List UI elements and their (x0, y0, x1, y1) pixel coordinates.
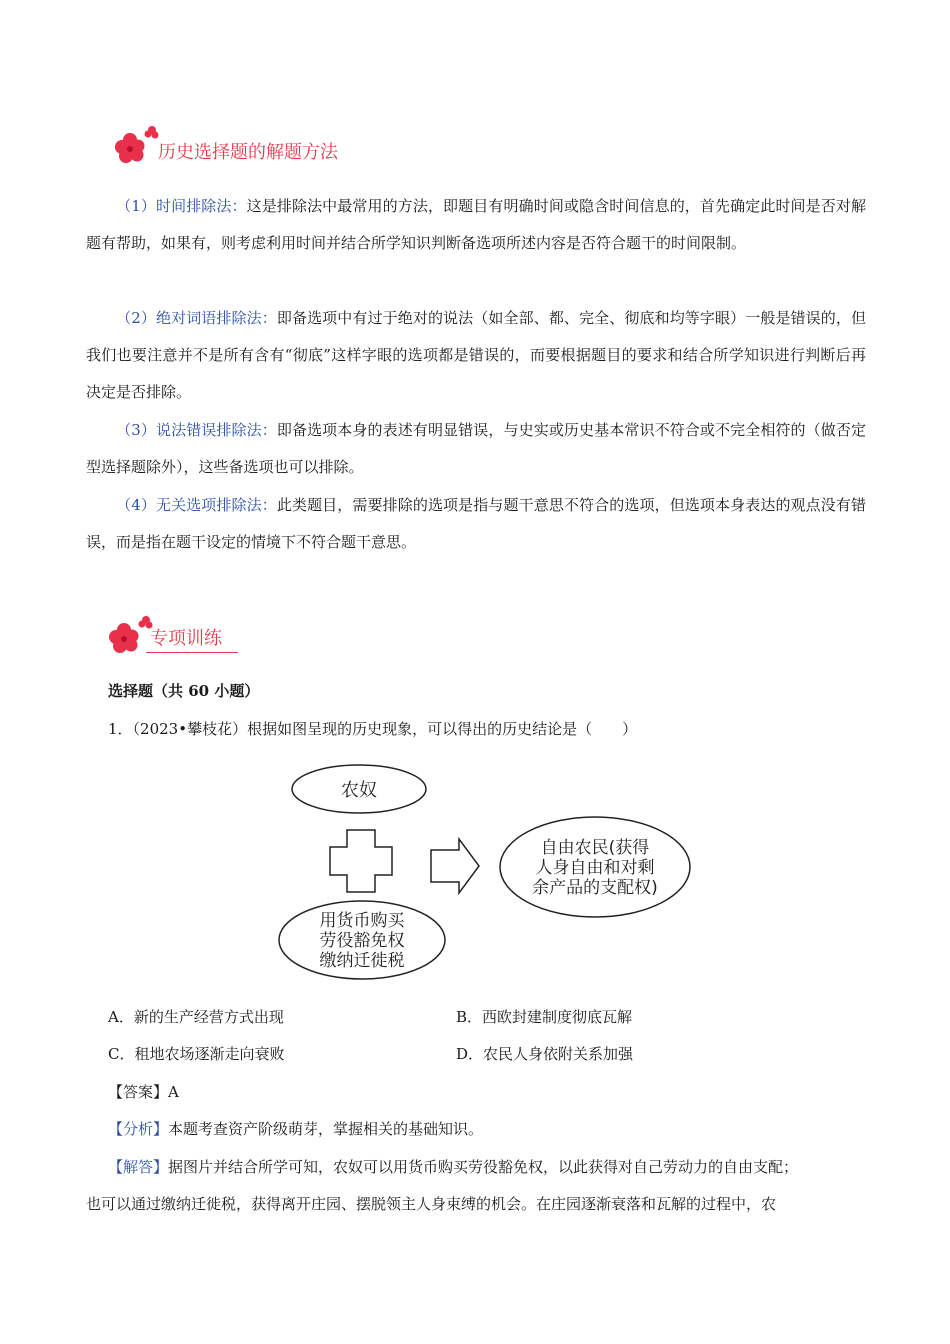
answer-value: A (168, 1083, 179, 1101)
option-d[interactable]: D．农民人身依附关系加强 (456, 1045, 634, 1063)
method-4-label: （4）无关选项排除法： (116, 496, 277, 514)
diagram-arrow-icon (431, 839, 479, 893)
diagram-result-label-3: 余产品的支配权) (532, 878, 658, 898)
method-1-text: 这是排除法中最常用的方法，即题目有明确时间或隐含时间信息的，首先确定此时间是否对解题有帮助，如果有，则考虑利用时间并结合所学知识判断备选项所述内容是否符合题干的时间限制。 (86, 197, 866, 252)
diagram-bottom-label-1: 用货币购买 (319, 911, 405, 931)
method-3-text: 即备选项本身的表述有明显错误，与史实或历史基本常识不符合或不完全相符的（做否定型选择题除外），这些备选项也可以排除。 (86, 421, 866, 476)
method-2 (86, 300, 866, 411)
section-header-methods (110, 122, 390, 162)
question-stem: 1．（2023•攀枝花）根据如图呈现的历史现象，可以得出的历史结论是（ ） (108, 720, 638, 738)
analysis-label: 【分析】 (108, 1120, 169, 1138)
diagram-serf-label: 农奴 (341, 780, 377, 801)
option-c[interactable]: C．租地农场逐渐走向衰败 (108, 1045, 285, 1063)
solution-text-1: 据图片并结合所学可知，农奴可以用货币购买劳役豁免权，以此获得对自己劳动力的自由支配； (168, 1158, 799, 1176)
flower-icon (110, 122, 162, 166)
answer-label: 【答案】 (108, 1083, 169, 1101)
section-title-methods: 历史选择题的解题方法 (158, 142, 338, 163)
section-header-training (104, 612, 244, 652)
method-2-text: 即备选项中有过于绝对的说法（如全部、都、完全、彻底和均等字眼）一般是错误的，但我们也要注意并不是所有含有“彻底”这样字眼的选项都是错误的，而要根据题目的要求和结合所学知识进行判断后再决定是否排除。 (86, 309, 866, 401)
diagram-plus-icon (330, 830, 392, 892)
flower-icon (104, 612, 156, 656)
solution-line-2: 也可以通过缴纳迁徙税，获得离开庄园、摆脱领主人身束缚的机会。在庄园逐渐衰落和瓦解的过程中，农 (86, 1195, 777, 1213)
method-1 (86, 188, 866, 262)
method-3-label: （3）说法错误排除法： (116, 421, 277, 439)
solution-line-1 (108, 1156, 798, 1177)
diagram-result-label-1: 自由农民(获得 (540, 838, 650, 858)
option-b[interactable]: B．西欧封建制度彻底瓦解 (456, 1008, 633, 1026)
analysis-line (108, 1118, 483, 1139)
method-1-label: （1）时间排除法： (116, 197, 247, 215)
solution-label: 【解答】 (108, 1158, 169, 1176)
question-diagram (275, 755, 705, 985)
section-title-training: 专项训练 (150, 628, 222, 649)
analysis-text: 本题考查资产阶级萌芽，掌握相关的基础知识。 (168, 1120, 484, 1138)
quiz-header: 选择题（共 60 小题） (108, 682, 260, 700)
answer-line (108, 1081, 179, 1102)
method-4 (86, 487, 866, 561)
diagram-result-label-2: 人身自由和对剩 (535, 858, 655, 878)
diagram-bottom-label-3: 缴纳迁徙税 (319, 951, 405, 971)
method-4-text: 此类题目，需要排除的选项是指与题干意思不符合的选项，但选项本身表达的观点没有错误，而是指在题干设定的情境下不符合题干意思。 (86, 496, 866, 551)
method-2-label: （2）绝对词语排除法： (116, 309, 277, 327)
diagram-bottom-label-2: 劳役豁免权 (319, 931, 405, 951)
method-3 (86, 412, 866, 486)
option-a[interactable]: A．新的生产经营方式出现 (108, 1008, 284, 1026)
section-underline (146, 652, 238, 653)
